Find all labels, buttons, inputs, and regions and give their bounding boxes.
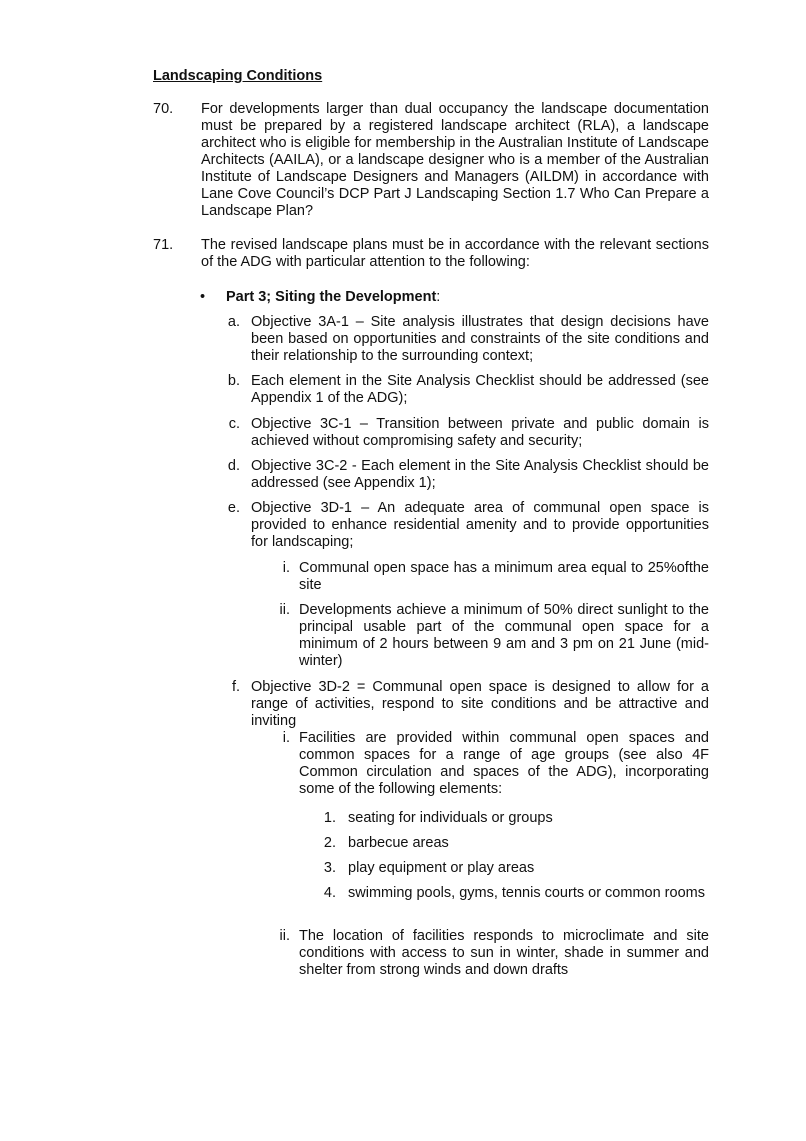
bullet-suffix: : (436, 289, 441, 305)
list-label: e. (227, 500, 240, 516)
sub-text: Developments achieve a minimum of 50% direct sunlight to the principal usable part of the communal open space for a minimum of 2 hours between 9 am and 3 pm on 21 June (mid-winter) (299, 602, 709, 669)
bullet-item (200, 289, 709, 306)
condition-71 (153, 237, 709, 271)
element-item-4 (320, 885, 709, 902)
section-heading: Landscaping Conditions (153, 68, 323, 84)
bullet-bold-text: Part 3; Siting the Development (226, 289, 437, 305)
list-item-a (226, 314, 709, 365)
list-item-e (226, 500, 709, 551)
sub-label: i. (282, 560, 290, 576)
bullet-icon: • (200, 289, 206, 305)
list-label: c. (228, 416, 240, 432)
element-label: 2. (323, 835, 336, 851)
list-item-c (226, 416, 709, 450)
condition-text: The revised landscape plans must be in accordance with the relevant sections of the ADG with particular attention to the following: (201, 237, 709, 270)
element-label: 1. (323, 810, 336, 826)
list-text: Objective 3C-2 - Each element in the Site Analysis Checklist should be addressed (see Appendix 1); (251, 458, 709, 491)
element-item-3 (320, 860, 709, 877)
list-label: b. (227, 373, 240, 389)
sub-item-e-ii (270, 602, 709, 670)
condition-number: 70. (153, 101, 174, 117)
list-text: Objective 3A-1 – Site analysis illustrates that design decisions have been based on opportunities and constraints of the site conditions and their relationship to the surrounding context; (251, 314, 709, 364)
sub-text: Communal open space has a minimum area equal to 25%ofthe site (299, 560, 709, 593)
element-text: barbecue areas (348, 835, 449, 851)
element-label: 4. (323, 885, 336, 901)
element-text: swimming pools, gyms, tennis courts or common rooms (348, 885, 705, 901)
list-label: a. (227, 314, 240, 330)
condition-70 (153, 101, 709, 220)
sub-item-f-ii (270, 928, 709, 979)
element-item-1 (320, 810, 709, 827)
list-text: Objective 3C-1 – Transition between private and public domain is achieved without compromising safety and security; (251, 416, 709, 449)
list-item-b (226, 373, 709, 407)
element-item-2 (320, 835, 709, 852)
list-item-f (226, 679, 709, 730)
list-text: Each element in the Site Analysis Checklist should be addressed (see Appendix 1 of the ADG); (251, 373, 709, 406)
list-text: Objective 3D-2 = Communal open space is designed to allow for a range of activities, respond to site conditions and be attractive and inviting (251, 679, 709, 729)
list-label: d. (227, 458, 240, 474)
condition-number: 71. (153, 237, 174, 253)
element-text: seating for individuals or groups (348, 810, 553, 826)
sub-text: Facilities are provided within communal open spaces and common spaces for a range of age groups (see also 4F Common circulation and spaces of the ADG), incorporating some of the following elements: (299, 730, 709, 797)
sub-label: i. (282, 730, 290, 746)
list-text: Objective 3D-1 – An adequate area of communal open space is provided to enhance residential amenity and to provide opportunities for landscaping; (251, 500, 709, 550)
element-text: play equipment or play areas (348, 860, 535, 876)
list-label: f. (231, 679, 240, 695)
bullet-text (226, 289, 709, 306)
list-item-d (226, 458, 709, 492)
sub-item-f-i (270, 730, 709, 798)
condition-text: For developments larger than dual occupancy the landscape documentation must be prepared by a registered landscape architect (RLA), a landscape architect who is eligible for membership in the Australian Institute of Landscape Architects (AAILA), or a landscape designer who is a member of the Australian Institute of Landscape Designers and Managers (AILDM) in accordance with Lane Cove Council’s DCP Part J Landscaping Section 1.7 Who Can Prepare a Landscape Plan? (201, 101, 709, 219)
sub-text: The location of facilities responds to microclimate and site conditions with access to sun in winter, shade in summer and shelter from strong winds and down drafts (299, 928, 709, 978)
sub-item-e-i (270, 560, 709, 594)
sub-label: ii. (279, 928, 290, 944)
element-label: 3. (323, 860, 336, 876)
sub-label: ii. (279, 602, 290, 618)
